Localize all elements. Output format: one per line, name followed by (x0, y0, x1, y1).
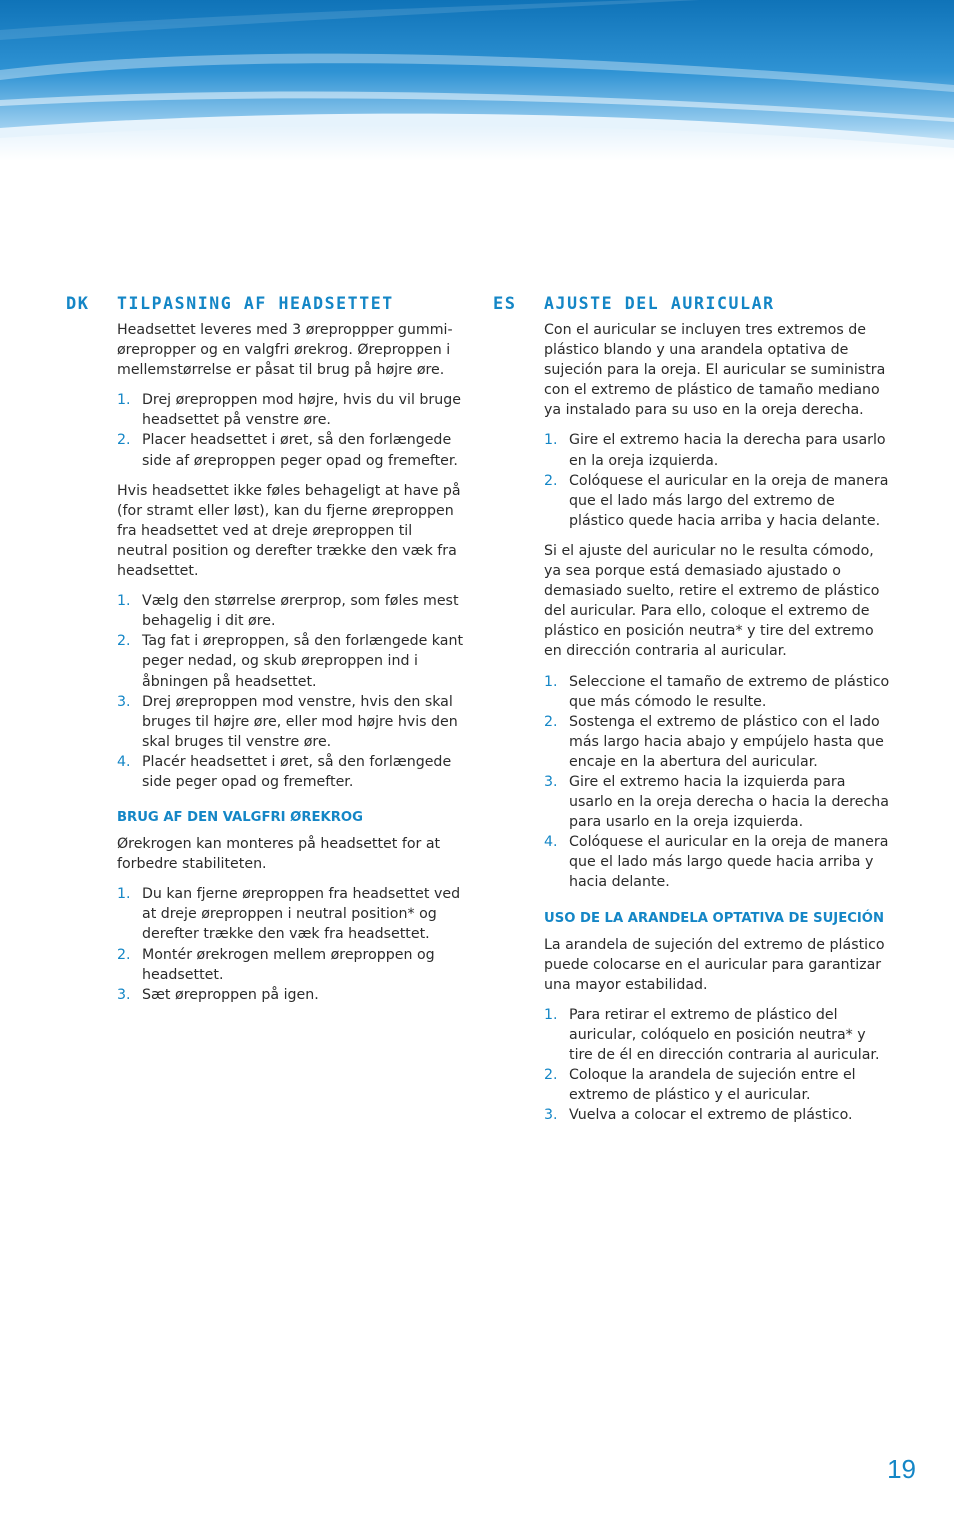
list-item-text: Coloque la arandela de sujeción entre el extremo de plástico y el auricular. (569, 1067, 856, 1104)
dk-heading (66, 294, 466, 314)
es-list-3 (544, 1005, 893, 1126)
list-item-number: 4. (117, 753, 131, 770)
list-item-number: 2. (544, 1067, 558, 1084)
list-item-text: Para retirar el extremo de plástico del auricular, colóquelo en posición neutra* y tire de él en dirección contraria al auricular. (569, 1006, 880, 1063)
list-item-number: 2. (117, 946, 131, 963)
header-banner (0, 0, 954, 160)
list-item (544, 772, 893, 832)
list-item-text: Montér ørekrogen mellem øreproppen og headsettet. (142, 946, 435, 983)
es-title: AJUSTE DEL AURICULAR (544, 294, 775, 313)
list-item-number: 1. (117, 593, 131, 610)
list-item-number: 2. (117, 432, 131, 449)
list-item-text: Placér headsettet i øret, så den forlængede side peger opad og fremefter. (142, 753, 452, 790)
es-heading (493, 294, 893, 314)
list-item (117, 985, 466, 1005)
list-item-text: Seleccione el tamaño de extremo de plástico que más cómodo le resulte. (569, 673, 890, 710)
list-item-text: Vælg den størrelse ørerprop, som føles mest behagelig i dit øre. (142, 593, 459, 630)
dk-list-2 (117, 591, 466, 792)
dk-section (66, 294, 466, 1015)
list-item-number: 3. (117, 986, 131, 1003)
list-item (117, 752, 466, 792)
es-section (493, 294, 893, 1135)
dk-paragraph-3: Ørekrogen kan monteres på headsettet for at forbedre stabiliteten. (117, 836, 441, 873)
list-item-text: Tag fat i øreproppen, så den forlængede kant peger nedad, og skub øreproppen ind i åbningen på headsettet. (142, 633, 464, 690)
list-item-text: Placer headsettet i øret, så den forlængede side af øreproppen peger opad og fremefter. (142, 432, 458, 469)
list-item (544, 832, 893, 892)
list-item-number: 1. (117, 392, 131, 409)
es-body (544, 320, 893, 1125)
dk-list-3 (117, 884, 466, 1005)
dk-paragraph-2: Hvis headsettet ikke føles behageligt at have på (for stramt eller løst), kan du fjerne øreproppen fra headsettet ved at dreje øreproppen til neutral position og derefter trække den væk fra headsettet. (117, 482, 461, 580)
list-item (117, 692, 466, 752)
list-item-text: Colóquese el auricular en la oreja de manera que el lado más largo quede hacia arriba y hacia delante. (569, 834, 889, 891)
list-item-text: Drej øreproppen mod venstre, hvis den skal bruges til højre øre, eller mod højre hvis den skal bruges til venstre øre. (142, 693, 458, 750)
list-item-number: 3. (544, 1107, 558, 1124)
es-list-2 (544, 672, 893, 893)
list-item (117, 945, 466, 985)
list-item (117, 631, 466, 691)
dk-body (117, 320, 466, 1005)
list-item-text: Sæt øreproppen på igen. (142, 986, 319, 1003)
list-item-number: 3. (544, 773, 558, 790)
list-item-number: 3. (117, 693, 131, 710)
list-item-number: 1. (544, 673, 558, 690)
list-item-text: Colóquese el auricular en la oreja de manera que el lado más largo del extremo de plástico quede hacia arriba y hacia delante. (569, 472, 889, 529)
list-item (544, 672, 893, 712)
list-item-text: Sostenga el extremo de plástico con el lado más largo hacia abajo y empújelo hasta que encaje en la abertura del auricular. (569, 713, 884, 770)
list-item-text: Gire el extremo hacia la izquierda para usarlo en la oreja derecha o hacia la derecha para usarlo en la oreja izquierda. (569, 773, 889, 831)
dk-intro: Headsettet leveres med 3 øreproppper gummi-ørepropper og en valgfri ørekrog. Øreproppen i mellemstørrelse er påsat til brug på højre øre. (117, 322, 453, 379)
list-item-number: 4. (544, 834, 558, 851)
list-item-text: Vuelva a colocar el extremo de plástico. (569, 1107, 853, 1124)
dk-title: TILPASNING AF HEADSETTET (117, 294, 394, 313)
dk-language-code: DK (66, 294, 90, 314)
list-item (544, 712, 893, 772)
list-item-number: 1. (544, 432, 558, 449)
list-item (117, 390, 466, 430)
es-list-1 (544, 430, 893, 530)
list-item (544, 430, 893, 470)
list-item-number: 2. (544, 713, 558, 730)
list-item-text: Drej øreproppen mod højre, hvis du vil bruge headsettet på venstre øre. (142, 392, 461, 429)
list-item-number: 2. (544, 472, 558, 489)
es-paragraph-3: La arandela de sujeción del extremo de plástico puede colocarse en el auricular para garantizar una mayor estabilidad. (544, 936, 885, 993)
page-number: 19 (887, 1454, 916, 1484)
list-item-text: Du kan fjerne øreproppen fra headsettet ved at dreje øreproppen i neutral position* og derefter trække den væk fra headsettet. (142, 886, 461, 943)
list-item (544, 471, 893, 531)
list-item (544, 1065, 893, 1105)
es-language-code: ES (493, 294, 517, 314)
list-item-number: 2. (117, 633, 131, 650)
list-item-text: Gire el extremo hacia la derecha para usarlo en la oreja izquierda. (569, 432, 886, 469)
list-item-number: 1. (117, 886, 131, 903)
list-item (117, 591, 466, 631)
dk-subheading: BRUG AF DEN VALGFRI ØREKROG (117, 810, 363, 826)
dk-list-1 (117, 390, 466, 470)
list-item-number: 1. (544, 1006, 558, 1023)
list-item (117, 884, 466, 944)
list-item (544, 1105, 893, 1125)
es-intro: Con el auricular se incluyen tres extremos de plástico blando y una arandela optativa de sujeción para la oreja. El auricular se suministra con el extremo de plástico de tamaño mediano ya instalado para su uso en la oreja derecha. (544, 322, 886, 419)
es-subheading: USO DE LA ARANDELA OPTATIVA DE SUJECIÓN (544, 910, 885, 926)
es-paragraph-2: Si el ajuste del auricular no le resulta cómodo, ya sea porque está demasiado ajustado o demasiado suelto, retire el extremo de plástico del auricular. Para ello, coloque el extremo de plástico en posición neutra* y tire del extremo en dirección contraria al auricular. (544, 542, 880, 660)
list-item (544, 1005, 893, 1065)
list-item (117, 430, 466, 470)
